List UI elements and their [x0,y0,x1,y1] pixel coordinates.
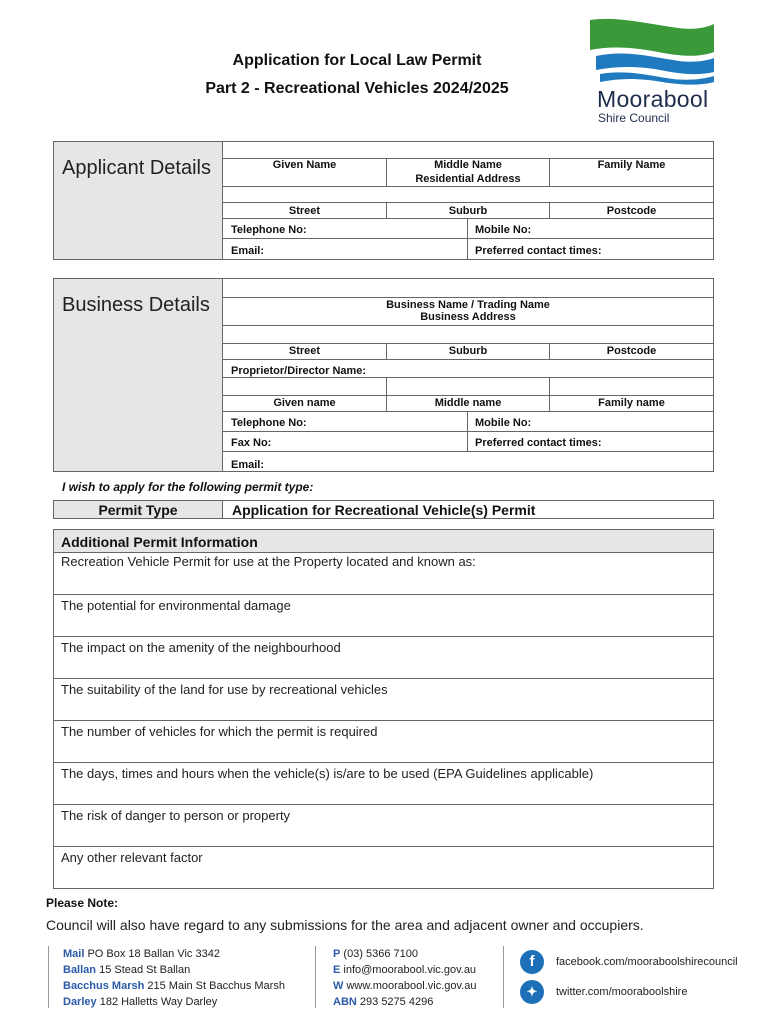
footer-website[interactable]: W www.moorabool.vic.gov.au [333,980,477,992]
footer-address-ballan: Ballan 15 Stead St Ballan [63,964,191,976]
permit-type-value: Application for Recreational Vehicle(s) Permit [232,502,536,518]
additional-info-section [53,529,714,889]
applicant-phone-row [223,219,713,239]
business-details-label: Business Details [54,279,223,471]
footer-address-mail: Mail PO Box 18 Ballan Vic 3342 [63,948,220,960]
street-field[interactable]: Street [223,203,387,218]
family-name-field[interactable]: Family Name [597,159,666,171]
twitter-icon[interactable]: ✦ [520,980,544,1004]
proprietor-label: Proprietor/Director Name: [231,365,367,377]
info-number-of-vehicles[interactable]: The number of vehicles for which the permit is required [54,721,713,763]
info-neighbourhood-amenity[interactable]: The impact on the amenity of the neighbourhood [54,637,713,679]
additional-info-heading: Additional Permit Information [54,530,713,553]
form-title: Application for Local Law Permit [232,52,482,69]
business-name-label: Business Name / Trading Name [386,299,550,311]
permit-type-row [53,500,714,519]
footer-contacts [333,946,476,1010]
business-address-blank[interactable] [223,326,713,344]
business-telephone-field[interactable]: Telephone No: [223,412,468,431]
info-property-location[interactable]: Recreation Vehicle Permit for use at the Property located and known as: [54,553,713,595]
applicant-name-blank-row[interactable] [223,142,713,159]
logo-wave-icon [588,16,720,86]
applicant-details-section [53,141,714,260]
postcode-field[interactable]: Postcode [606,205,657,217]
email-field[interactable]: Email: [223,239,468,259]
footer-address-bacchus-marsh: Bacchus Marsh 215 Main St Bacchus Marsh [63,980,285,992]
business-address-field[interactable] [223,298,713,326]
facebook-icon[interactable]: f [520,950,544,974]
business-postcode-field[interactable]: Postcode [606,345,657,357]
business-street-field[interactable]: Street [223,344,387,359]
mobile-field[interactable]: Mobile No: [475,224,532,236]
applicant-details-label: Applicant Details [54,142,223,259]
residential-address-label: Residential Address [415,173,521,185]
proprietor-row[interactable] [223,360,713,378]
footer-email[interactable]: E info@moorabool.vic.gov.au [333,964,477,976]
business-address-row [223,344,713,360]
business-suburb-field[interactable]: Suburb [387,344,550,359]
business-preferred-times-field[interactable]: Preferred contact times: [475,437,602,449]
fax-field[interactable]: Fax No: [223,432,468,451]
logo-wordmark: Moorabool [597,86,709,112]
permit-type-label: Permit Type [54,501,223,518]
footer-phone: P (03) 5366 7100 [333,948,419,960]
logo-subtitle: Shire Council [598,111,670,125]
applicant-address-row [223,203,713,219]
business-details-section [53,278,714,472]
business-fax-row [223,432,713,452]
info-other-factor[interactable]: Any other relevant factor [61,850,203,865]
proprietor-given-name-field[interactable]: Given name [223,378,387,411]
facebook-link[interactable]: facebook.com/mooraboolshirecouncil [556,956,738,968]
info-land-suitability[interactable]: The suitability of the land for use by recreational vehicles [54,679,713,721]
footer-abn: ABN 293 5275 4296 [333,996,434,1008]
middle-name-field[interactable]: Middle Name [387,159,550,186]
business-address-label: Business Address [420,311,516,323]
business-email-field[interactable] [223,452,713,471]
preferred-times-field[interactable]: Preferred contact times: [475,245,602,257]
residential-address-field[interactable] [223,187,713,203]
footer-addresses [63,946,285,1010]
footer-address-darley: Darley 182 Halletts Way Darley [63,996,218,1008]
telephone-field[interactable]: Telephone No: [223,219,468,238]
proprietor-name-row [223,378,713,412]
apply-note: I wish to apply for the following permit type: [62,480,314,494]
given-name-field[interactable]: Given Name [223,159,387,186]
business-phone-row [223,412,713,432]
form-subtitle: Part 2 - Recreational Vehicles 2024/2025 [205,80,509,97]
info-environmental-damage[interactable]: The potential for environmental damage [54,595,713,637]
business-name-field[interactable] [223,279,713,298]
applicant-email-row [223,239,713,259]
twitter-link[interactable]: twitter.com/mooraboolshire [556,986,688,998]
please-note-text: Council will also have regard to any submissions for the area and adjacent owner and occupiers. [46,917,644,933]
info-days-times-hours[interactable]: The days, times and hours when the vehicle(s) is/are to be used (EPA Guidelines applicable) [54,763,713,805]
business-email-label: Email: [231,459,265,471]
please-note-label: Please Note: [46,896,119,910]
info-risk-of-danger[interactable]: The risk of danger to person or property [54,805,713,847]
business-mobile-field[interactable]: Mobile No: [475,417,532,429]
proprietor-middle-name-field[interactable]: Middle name [387,378,550,411]
suburb-field[interactable]: Suburb [387,203,550,218]
proprietor-family-name-field[interactable]: Family name [598,397,665,409]
